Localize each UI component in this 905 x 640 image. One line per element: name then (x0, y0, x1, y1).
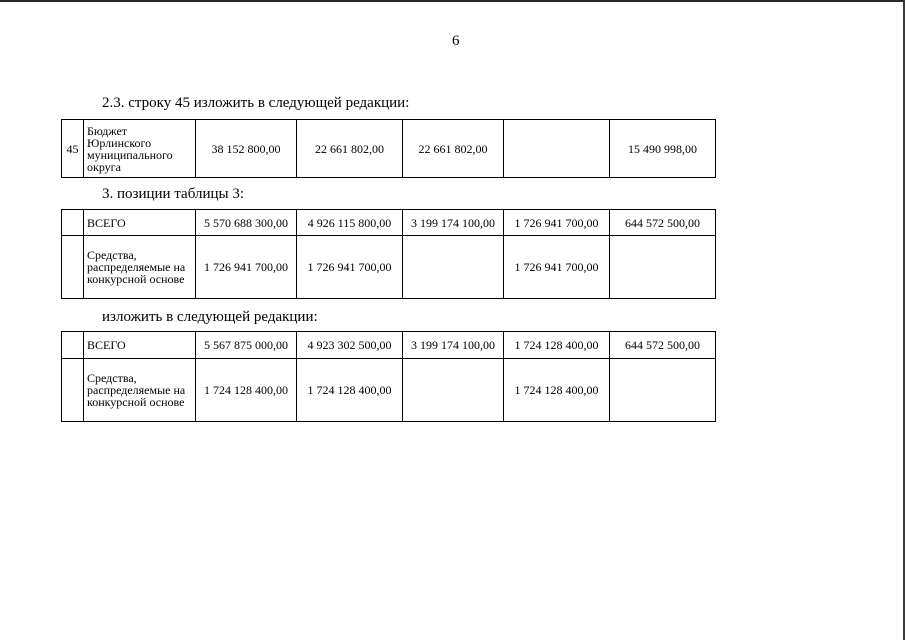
page-number: 6 (452, 33, 460, 49)
value-cell: 22 661 802,00 (297, 120, 403, 178)
value-cell: 1 726 941 700,00 (297, 236, 403, 299)
row-number: 45 (62, 120, 84, 178)
section-b-table (61, 209, 716, 299)
value-cell (403, 236, 504, 299)
row-name: ВСЕГО (84, 210, 196, 236)
value-cell: 1 726 941 700,00 (504, 210, 610, 236)
value-cell: 1 724 128 400,00 (504, 332, 610, 359)
value-cell (504, 120, 610, 178)
value-cell (403, 359, 504, 422)
table-row (62, 359, 716, 422)
value-cell: 1 724 128 400,00 (196, 359, 297, 422)
table-row (62, 210, 716, 236)
table-row (62, 236, 716, 299)
section-a-table (61, 119, 716, 178)
row-number (62, 236, 84, 299)
value-cell: 38 152 800,00 (196, 120, 297, 178)
value-cell (610, 359, 716, 422)
value-cell: 5 570 688 300,00 (196, 210, 297, 236)
section-b-heading: 3. позиции таблицы 3: (102, 186, 245, 202)
scan-edge-top (0, 0, 905, 2)
row-name: Средства, распределяемые на конкурсной основе (84, 236, 196, 299)
value-cell: 3 199 174 100,00 (403, 332, 504, 359)
table-row (62, 332, 716, 359)
value-cell: 22 661 802,00 (403, 120, 504, 178)
value-cell: 1 726 941 700,00 (196, 236, 297, 299)
section-a-heading: 2.3. строку 45 изложить в следующей редакции: (102, 95, 410, 111)
value-cell: 4 923 302 500,00 (297, 332, 403, 359)
value-cell (610, 236, 716, 299)
row-number (62, 359, 84, 422)
row-number (62, 332, 84, 359)
section-c-heading: изложить в следующей редакции: (102, 309, 318, 325)
table-row (62, 120, 716, 178)
value-cell: 1 724 128 400,00 (297, 359, 403, 422)
value-cell: 4 926 115 800,00 (297, 210, 403, 236)
section-c-table (61, 331, 716, 422)
row-number (62, 210, 84, 236)
row-name: Бюджет Юрлинского муниципального округа (84, 120, 196, 178)
value-cell: 644 572 500,00 (610, 332, 716, 359)
row-name: ВСЕГО (84, 332, 196, 359)
value-cell: 1 726 941 700,00 (504, 236, 610, 299)
value-cell: 1 724 128 400,00 (504, 359, 610, 422)
value-cell: 15 490 998,00 (610, 120, 716, 178)
row-name: Средства, распределяемые на конкурсной основе (84, 359, 196, 422)
value-cell: 3 199 174 100,00 (403, 210, 504, 236)
value-cell: 5 567 875 000,00 (196, 332, 297, 359)
value-cell: 644 572 500,00 (610, 210, 716, 236)
